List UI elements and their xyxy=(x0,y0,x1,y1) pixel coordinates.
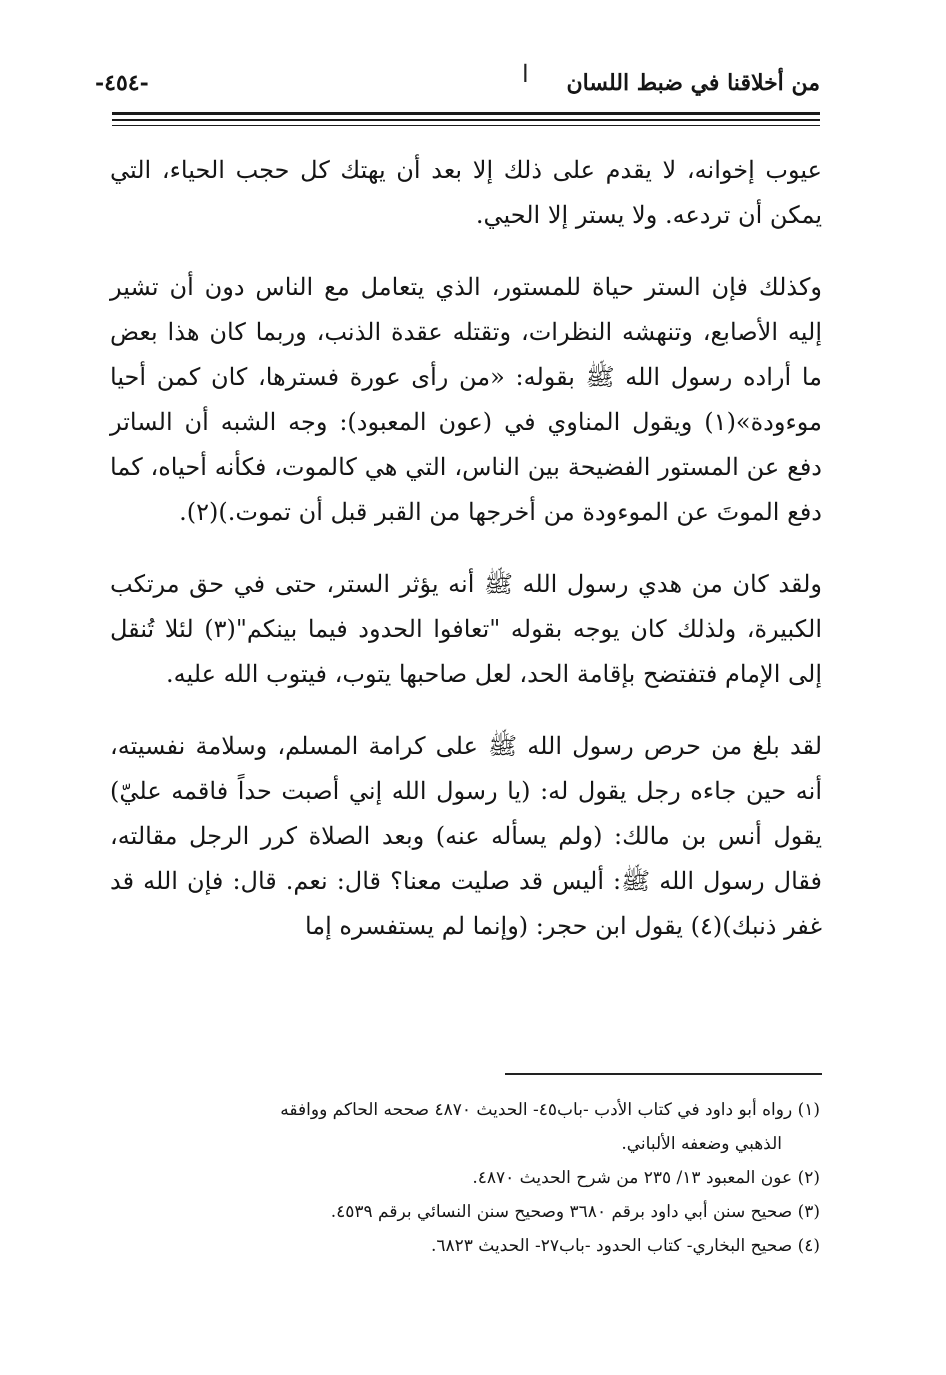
footnote-4: (٤) صحيح البخاري- كتاب الحدود -باب٢٧- الحديث ٦٨٢٣. xyxy=(430,1236,820,1256)
footnote-1-continued: الذهبي وضعفه الألباني. xyxy=(621,1134,782,1154)
paragraph-3: ولقد كان من هدي رسول الله ﷺ أنه يؤثر الستر، حتى في حق مرتكب الكبيرة، ولذلك كان يوجه بقوله "تعافوا الحدود فيما بينكم"(٣) لئلا تُنقل إلى الإمام فتفتضح بإقامة الحد، لعل صاحبها يتوب، فيتوب الله عليه. xyxy=(110,570,822,688)
main-text xyxy=(110,148,822,949)
page-number: -٤٥٤- xyxy=(95,70,149,96)
footnote-2: (٢) عون المعبود ١٣/ ٢٣٥ من شرح الحديث ٤٨٧٠. xyxy=(472,1168,820,1188)
page-header xyxy=(95,70,820,104)
footnote-3: (٣) صحيح سنن أبي داود برقم ٣٦٨٠ وصحيح سنن النسائي برقم ٤٥٣٩. xyxy=(330,1202,820,1222)
footnote-1: (١) رواه أبو داود في كتاب الأدب -باب٤٥- الحديث ٤٨٧٠ صححه الحاكم ووافقه xyxy=(280,1100,820,1120)
header-rule-thick xyxy=(112,112,820,115)
running-title: من أخلاقنا في ضبط اللسان xyxy=(566,70,820,96)
header-rule-thin xyxy=(112,125,820,126)
footnote-separator xyxy=(505,1073,822,1075)
paragraph-1: عيوب إخوانه، لا يقدم على ذلك إلا بعد أن يهتك كل حجب الحياء، التي يمكن أن تردعه. ولا يستر إلا الحيي. xyxy=(110,156,822,229)
paragraph-4: لقد بلغ من حرص رسول الله ﷺ على كرامة المسلم، وسلامة نفسيته، أنه حين جاءه رجل يقول له: (يا رسول الله إني أصبت حداً فاقمه عليّ) يقول أنس بن مالك: (ولم يسأله عنه) وبعد الصلاة كرر الرجل مقالته، فقال رسول الله ﷺ: أليس قد صليت معنا؟ قال: نعم. قال: فإن الله قد غفر ذنبك)(٤) يقول ابن حجر: (وإنما لم يستفسره إما xyxy=(110,732,823,940)
paragraph-2: وكذلك فإن الستر حياة للمستور، الذي يتعامل مع الناس دون أن تشير إليه الأصابع، وتنهشه النظرات، وتقتله عقدة الذنب، وربما كان هذا بعض ما أراده رسول الله ﷺ بقوله: «من رأى عورة فسترها، كان كمن أحيا موءودة»(١) ويقول المناوي في (عون المعبود): وجه الشبه أن الساتر دفع عن المستور الفضيحة بين الناس، التي هي كالموت، فكأنه أحياه، كما دفع الموتَ عن الموءودة من أخرجها من القبر قبل أن تموت.)(٢). xyxy=(110,273,823,526)
footnotes xyxy=(112,1093,820,1263)
stray-pen-mark: ا xyxy=(522,60,529,88)
header-rule-middle xyxy=(112,119,820,121)
